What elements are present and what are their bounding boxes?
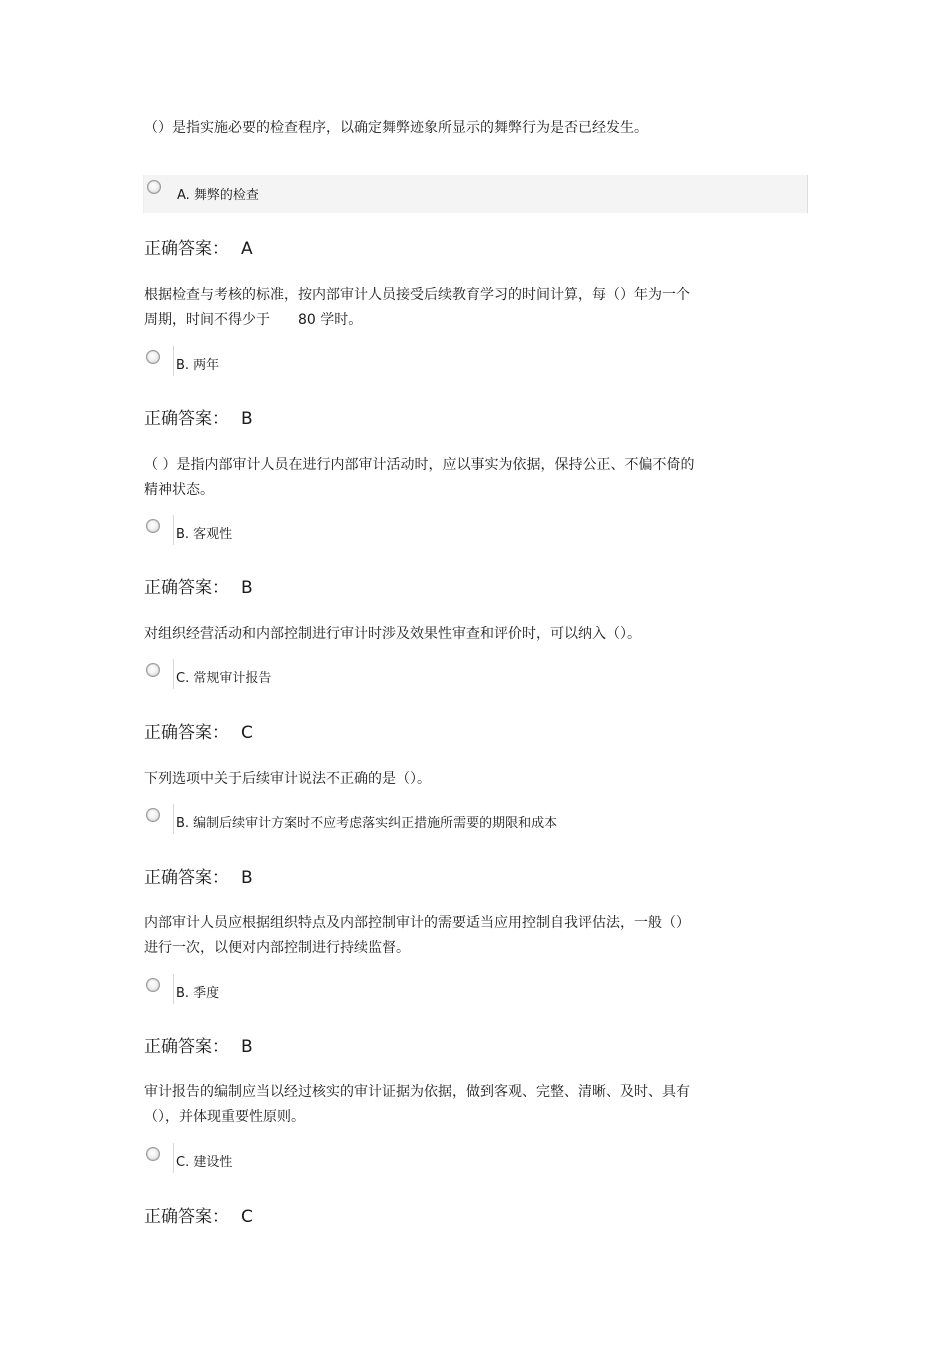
option-label: B. 季度 [176,986,220,1001]
correct-answer-label: 正确答案： [144,1207,229,1227]
question-line: 对组织经营活动和内部控制进行审计时涉及效果性审查和评价时，可以纳入（）。 [144,626,641,642]
correct-answer-letter: B [241,868,253,888]
radio-button-icon[interactable] [146,1147,160,1161]
option-label: B. 编制后续审计方案时不应考虑落实纠正措施所需要的期限和成本 [176,816,558,831]
question-text [144,283,764,333]
correct-answer-letter: B [241,1037,253,1057]
option-divider [173,346,174,376]
correct-answer [144,1206,253,1228]
correct-answer-label: 正确答案： [144,578,229,598]
option-divider [173,515,174,545]
option-divider [173,804,174,834]
option-divider [173,974,174,1004]
option-divider [173,659,174,689]
question-line: 审计报告的编制应当以经过核实的审计证据为依据，做到客观、完整、清晰、及时、具有 [144,1084,690,1100]
correct-answer [144,722,253,744]
correct-answer [144,238,253,260]
question-line: 下列选项中关于后续审计说法不正确的是（）。 [144,771,431,787]
question-text [144,1080,764,1130]
radio-button-icon[interactable] [146,808,160,822]
question-line: 进行一次，以便对内部控制进行持续监督。 [144,940,410,956]
correct-answer-label: 正确答案： [144,239,229,259]
question-text [144,622,764,647]
correct-answer-label: 正确答案： [144,409,229,429]
correct-answer [144,577,253,599]
correct-answer-letter: C [241,1207,253,1227]
question-line: 内部审计人员应根据组织特点及内部控制审计的需要适当应用控制自我评估法，一般（） [144,915,690,931]
option-label: B. 客观性 [176,527,233,542]
question-text [144,453,764,503]
radio-button-icon[interactable] [147,180,161,194]
option-label: C. 常规审计报告 [176,671,272,686]
radio-button-icon[interactable] [146,978,160,992]
correct-answer [144,867,253,889]
correct-answer-letter: A [241,239,253,259]
radio-button-icon[interactable] [146,350,160,364]
radio-button-icon[interactable] [146,663,160,677]
question-text [144,116,764,141]
question-line: （），并体现重要性原则。 [144,1109,305,1125]
question-line: 精神状态。 [144,482,214,498]
correct-answer-letter: B [241,409,253,429]
option-divider [173,1143,174,1173]
question-text [144,911,764,961]
question-line: （ ）是指内部审计人员在进行内部审计活动时，应以事实为依据，保持公正、不偏不倚的 [144,457,695,473]
correct-answer-letter: C [241,723,253,743]
correct-answer [144,408,253,430]
correct-answer-label: 正确答案： [144,868,229,888]
option-label: A. 舞弊的检查 [177,188,259,203]
correct-answer-label: 正确答案： [144,1037,229,1057]
correct-answer [144,1036,253,1058]
correct-answer-letter: B [241,578,253,598]
question-line: 根据检查与考核的标准，按内部审计人员接受后续教育学习的时间计算，每（）年为一个 [144,287,690,303]
question-line: （）是指实施必要的检查程序，以确定舞弊迹象所显示的舞弊行为是否已经发生。 [144,120,648,136]
answer-option[interactable] [143,175,808,213]
radio-button-icon[interactable] [146,519,160,533]
question-text [144,767,764,792]
option-label: B. 两年 [176,358,220,373]
question-line: 周期，时间不得少于 80 学时。 [144,312,363,328]
correct-answer-label: 正确答案： [144,723,229,743]
option-label: C. 建设性 [176,1155,233,1170]
